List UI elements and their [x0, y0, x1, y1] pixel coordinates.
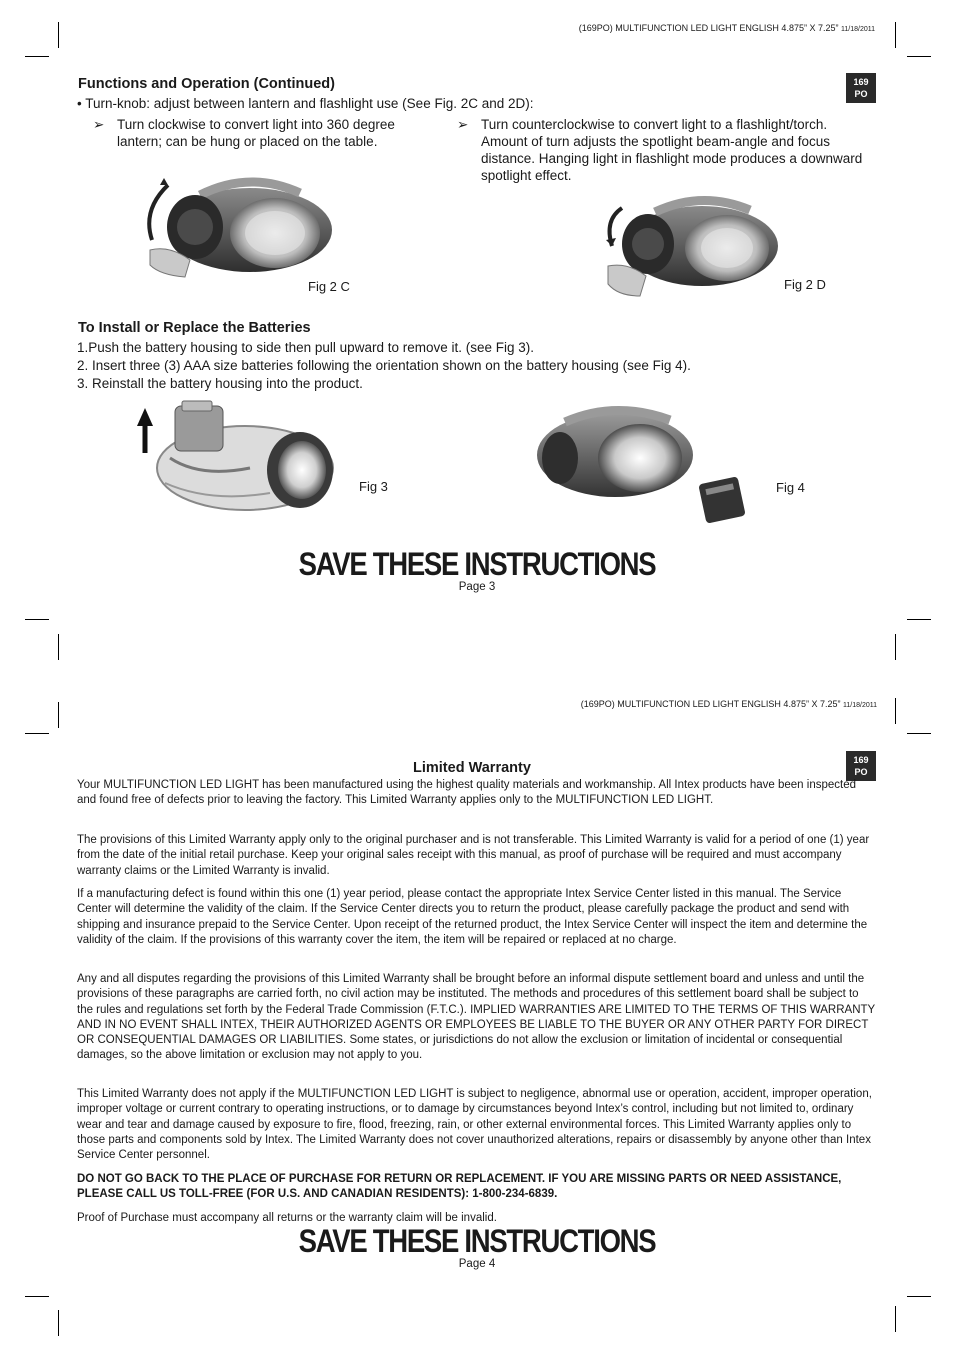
warranty-heading: Limited Warranty [413, 760, 531, 776]
header-text: (169PO) MULTIFUNCTION LED LIGHT ENGLISH 4.875” X 7.25” [578, 23, 839, 33]
page3-header [579, 23, 875, 33]
warranty-paragraph-1: Your MULTIFUNCTION LED LIGHT has been manufactured using the highest quality materials and workmanship. All Intex products have been inspected and found free of defects prior to leaving the factory. This Limited Warranty applies only to the MULTIFUNCTION LED LIGHT. [77, 779, 856, 807]
warranty-paragraph-3: If a manufacturing defect is found within this one (1) year period, please contact the appropriate Intex Service Center listed in this manual. The Service Center will determine the validity of the claim. If the Service Center directs you to return the product, please carefully package the product and send with shipping and insurance prepaid to the Service Center. Upon receipt of the returned product, the Intex Service Center will inspect the item and determine the validity of the claim. If the provisions of this warranty cover the item, the item will be repaired or replaced at no charge. [77, 888, 868, 946]
crop-mark [895, 22, 896, 48]
clockwise-text: Turn clockwise to convert light into 360 degree lantern; can be hung or placed on the table. [117, 117, 395, 149]
counterclockwise-bullet [457, 116, 867, 184]
crop-mark [895, 698, 896, 724]
page3-number: Page 3 [458, 581, 496, 593]
badge-line1: 169 [853, 755, 869, 765]
battery-step-3: 3. Reinstall the battery housing into the product. [77, 376, 363, 391]
functions-heading: Functions and Operation (Continued) [78, 76, 335, 92]
page3-save-title: SAVE THESE INSTRUCTIONS [298, 546, 656, 582]
turn-knob-text: • Turn-knob: adjust between lantern and flashlight use (See Fig. 2C and 2D): [77, 96, 534, 111]
crop-mark [25, 733, 49, 734]
header-text: (169PO) MULTIFUNCTION LED LIGHT ENGLISH 4.875” X 7.25” [580, 699, 841, 709]
battery-step-2: 2. Insert three (3) AAA size batteries following the orientation shown on the battery housing (see Fig 4). [77, 358, 691, 373]
crop-mark [907, 1296, 931, 1297]
fig2d-label: Fig 2 D [784, 277, 826, 292]
crop-mark [25, 619, 49, 620]
fig2d-flashlight-image [600, 188, 785, 300]
battery-step-1: 1.Push the battery housing to side then pull upward to remove it. (see Fig 3). [77, 340, 535, 355]
fig3-battery-removal-image [130, 398, 340, 518]
page4-save-title: SAVE THESE INSTRUCTIONS [298, 1223, 656, 1259]
warranty-notice: DO NOT GO BACK TO THE PLACE OF PURCHASE FOR RETURN OR REPLACEMENT. IF YOU ARE MISSING PARTS OR NEED ASSISTANCE, PLEASE CALL US TOLL-FREE (FOR U.S. AND CANADIAN RESIDENTS): 1-800-234-6839. [77, 1173, 842, 1201]
header-date: 11/18/2011 [841, 26, 875, 33]
fig2c-lantern-image [140, 165, 340, 285]
arrow-bullet-icon: ➢ [93, 117, 105, 132]
crop-mark [895, 634, 896, 660]
page4-header [581, 699, 877, 709]
warranty-paragraph-2: The provisions of this Limited Warranty apply only to the original purchaser and is not transferable. This Limited Warranty is valid for a period of one (1) year from the date of the initial retail purchase. Keep your original sales receipt with this manual, as proof of purchase will be required and must accompany warranty claims or the Limited Warranty is invalid. [77, 834, 870, 877]
crop-mark [907, 733, 931, 734]
batteries-heading: To Install or Replace the Batteries [78, 320, 311, 336]
crop-mark [58, 1310, 59, 1336]
warranty-paragraph-5: This Limited Warranty does not apply if the MULTIFUNCTION LED LIGHT is subject to negligence, abnormal use or operation, accident, improper operation, improper voltage or current contrary to operating instructions, or to damage by circumstances beyond Intex’s control, including but not limited to, ordinary wear and tear and damage caused by exposure to fire, flood, freezing, rain, or other external environmental forces. This Limited Warranty applies only to those parts and components sold by Intex. The Limited Warranty does not cover unauthorized alterations, repairs or disassembly by anyone other than Intex Service Center personnel. [77, 1088, 872, 1162]
header-date: 11/18/2011 [843, 702, 877, 709]
crop-mark [25, 56, 49, 57]
crop-mark [895, 1306, 896, 1332]
clockwise-bullet [93, 116, 438, 150]
crop-mark [58, 634, 59, 660]
proof-of-purchase: Proof of Purchase must accompany all returns or the warranty claim will be invalid. [77, 1212, 497, 1224]
crop-mark [58, 22, 59, 48]
counterclockwise-text: Turn counterclockwise to convert light to a flashlight/torch. Amount of turn adjusts the spotlight beam-angle and focus distance. Hanging light in flashlight mode produces a downward spotlight effect. [481, 117, 863, 183]
crop-mark [25, 1296, 49, 1297]
crop-mark [58, 702, 59, 728]
crop-mark [907, 619, 931, 620]
arrow-bullet-icon: ➢ [457, 117, 469, 132]
fig4-label: Fig 4 [776, 480, 805, 495]
badge-line1: 169 [853, 77, 869, 87]
page4-number: Page 4 [458, 1258, 496, 1270]
fig2c-label: Fig 2 C [308, 279, 350, 294]
badge-line2: PO [854, 89, 868, 99]
badge-line2: PO [854, 767, 868, 777]
fig3-label: Fig 3 [359, 479, 388, 494]
crop-mark [907, 56, 931, 57]
warranty-paragraph-4: Any and all disputes regarding the provisions of this Limited Warranty shall be brought before an informal dispute settlement board and unless and until the provisions of these paragraphs are carried forth, no civil action may be instituted. The methods and procedures of this settlement board shall be subject to the rules and regulations set forth by the Federal Trade Commission (F.T.C.). IMPLIED WARRANTIES ARE LIMITED TO THE TERMS OF THIS WARRANTY AND IN NO EVENT SHALL INTEX, THEIR AUTHORIZED AGENTS OR EMPLOYEES BE LIABLE TO THE BUYER OR ANY OTHER PARTY FOR DIRECT OR CONSEQUENTIAL DAMAGES OR LIABILITIES. Some states, or jurisdictions do not allow the exclusion or limitation of incidental or consequential damages, so the above limitation or exclusion may not apply to you. [77, 973, 875, 1062]
fig4-battery-housing-image [530, 400, 760, 530]
model-badge [846, 751, 876, 781]
model-badge [846, 73, 876, 103]
